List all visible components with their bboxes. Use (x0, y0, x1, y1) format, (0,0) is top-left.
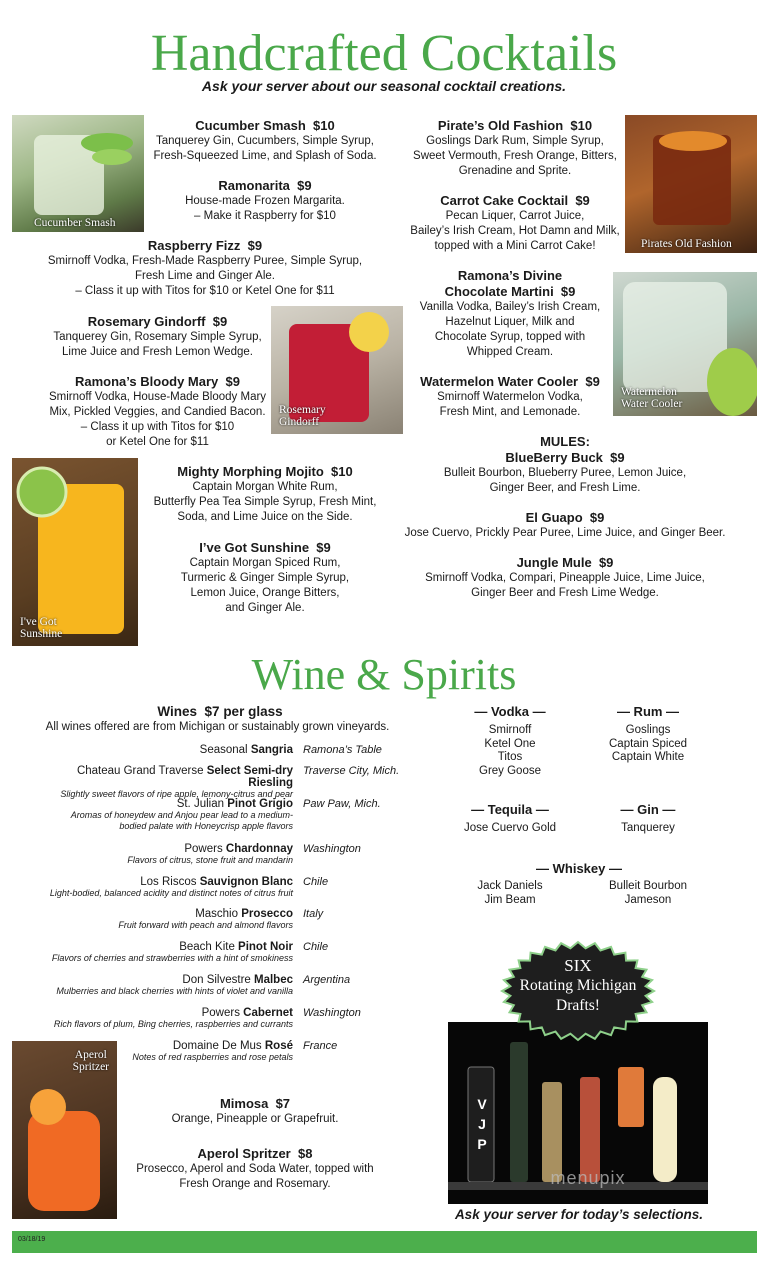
cocktail-desc: Grenadine and Sprite. (458, 165, 572, 177)
cocktail-raspberry-fizz (30, 238, 380, 299)
extra-desc: Prosecco, Aperol and Soda Water, topped with (136, 1163, 374, 1175)
mule-el-guapo (400, 510, 730, 541)
cocktail-name: Carrot Cake Cocktail (440, 193, 569, 208)
cocktail-desc: Fresh Lime and Ginger Ale. (135, 270, 275, 282)
cocktail-price: $9 (297, 178, 312, 193)
cocktail-desc: Goslings Dark Rum, Simple Syrup, (426, 135, 604, 147)
spirit-item: Bulleit Bourbon (609, 880, 687, 892)
spirit-item: Ketel One (484, 737, 536, 750)
draft-taps-photo (448, 1022, 708, 1204)
cocktail-name: Jungle Mule (516, 555, 592, 570)
cocktail-price: $9 (560, 284, 576, 299)
wine-producer: Chateau Grand Traverse (76, 765, 207, 777)
wine-producer: Don Silvestre (182, 974, 254, 986)
wine-row (40, 941, 400, 964)
cocktail-bloody-mary (30, 374, 285, 450)
cocktail-desc: Sweet Vermouth, Fresh Orange, Bitters, (413, 150, 617, 162)
wine-origin: Italy (303, 908, 324, 920)
cocktail-desc: topped with a Mini Carrot Cake! (434, 240, 596, 252)
cocktail-desc: Smirnoff Vodka, Fresh-Made Raspberry Puree, Simple Syrup, (47, 255, 363, 267)
cocktail-price: $10 (313, 118, 335, 133)
cocktail-name: I’ve Got Sunshine (199, 540, 310, 555)
wine-varietal: Chardonnay (225, 843, 293, 855)
cucumber-smash-caption: Cucumber Smash (34, 217, 116, 229)
whiskey-heading: — Whiskey — (536, 861, 622, 876)
wine-varietal: Sauvignon Blanc (199, 876, 293, 888)
cocktail-desc: Bailey’s Irish Cream, Hot Damn and Milk, (410, 225, 620, 237)
cocktails-subtitle: Ask your server about our seasonal cocktail creations. (201, 78, 567, 94)
cocktail-desc: Jose Cuervo, Prickly Pear Puree, Lime Juice, and Ginger Beer. (404, 527, 726, 539)
cocktail-name: Pirate’s Old Fashion (437, 118, 564, 133)
wines-price: $7 per glass (204, 704, 283, 719)
spirit-item: Titos (497, 751, 523, 763)
cocktail-name-line2: Chocolate Martini (444, 284, 554, 299)
pirates-old-fashion-caption: Pirates Old Fashion (641, 238, 732, 250)
cocktail-price: $9 (225, 374, 240, 389)
cocktail-desc: Whipped Cream. (466, 346, 554, 358)
wine-producer: Powers (201, 1007, 244, 1019)
wine-desc: Light-bodied, balanced acidity and distinct notes of citrus fruit (49, 888, 293, 898)
cocktail-desc: Chocolate Syrup, topped with (434, 331, 586, 343)
wine-spirits-title: Wine & Spirits (251, 650, 517, 699)
badge-line2: Rotating Michigan (519, 977, 637, 994)
footer-date: 03/18/19 (18, 1236, 46, 1243)
wine-varietal: Malbec (254, 974, 293, 986)
whiskey-list-1 (440, 880, 580, 907)
wine-origin: Washington (303, 1007, 361, 1019)
cocktail-desc: or Ketel One for $11 (106, 436, 209, 448)
rosemary-caption-line2: Gindorff (279, 416, 320, 428)
cocktail-price: $9 (585, 374, 600, 389)
cocktail-price: $9 (589, 510, 605, 525)
cocktail-desc: – Class it up with Titos for $10 or Ketel One for $11 (75, 285, 335, 297)
cocktail-price: $9 (610, 450, 625, 465)
tequila-heading: — Tequila — (471, 802, 549, 817)
cocktail-name: Mighty Morphing Mojito (177, 464, 324, 479)
cocktail-desc: Soda, and Lime Juice on the Side. (177, 511, 353, 523)
wine-origin: Washington (303, 843, 361, 855)
wines-heading-label: Wines (157, 704, 198, 719)
cocktail-desc: Hazelnut Liquer, Milk and (445, 316, 575, 328)
extra-aperol-spritzer (110, 1146, 400, 1192)
wines-heading (40, 704, 400, 719)
wine-desc: Rich flavors of plum, Bing cherries, raspberries and currants (53, 1019, 293, 1029)
cocktail-name: Cucumber Smash (195, 118, 306, 133)
cocktail-name: Watermelon Water Cooler (420, 374, 579, 389)
cocktail-desc: Smirnoff Watermelon Vodka, (437, 391, 583, 403)
footer-bar (12, 1231, 757, 1253)
cucumber-smash-photo (12, 115, 144, 232)
mules-heading: MULES: (540, 434, 590, 449)
wine-varietal: Rosé (264, 1040, 293, 1052)
cocktail-desc: Smirnoff Vodka, Compari, Pineapple Juice, Lime Juice, (425, 572, 705, 584)
wine-origin: Argentina (303, 974, 351, 986)
wine-producer: Seasonal (199, 744, 251, 756)
cocktail-desc: Vanilla Vodka, Bailey’s Irish Cream, (419, 301, 601, 313)
spirit-item: Jim Beam (484, 893, 536, 906)
cucumber-glass-icon (12, 115, 144, 232)
wine-desc: Flavors of citrus, stone fruit and mandarin (127, 855, 293, 865)
spirit-item: Captain Spiced (609, 737, 687, 750)
wine-desc: Aromas of honeydew and Anjou pear lead to a medium- (70, 810, 293, 820)
cocktail-name: Raspberry Fizz (147, 238, 241, 253)
watermelon-caption-line1: Watermelon (621, 386, 677, 398)
spirit-item: Grey Goose (479, 764, 541, 777)
wine-varietal: Select Semi-dry Riesling (206, 765, 293, 789)
old-fashion-glass-icon (625, 115, 757, 253)
badge-line3: Drafts! (556, 997, 600, 1014)
wines-note: All wines offered are from Michigan or sustainably grown vineyards. (45, 721, 390, 733)
cocktail-desc: Lime Juice and Fresh Lemon Wedge. (62, 346, 253, 358)
wine-producer: St. Julian (176, 798, 228, 810)
wine-desc: Slightly sweet flavors of ripe apple, lemony-citrus and pear (60, 789, 293, 799)
drafts-badge-text (500, 956, 656, 1016)
cocktail-mojito (130, 464, 400, 525)
cocktail-name: Ramonarita (218, 178, 290, 193)
wine-name (40, 843, 293, 855)
wine-row (40, 798, 400, 832)
wine-row (40, 1007, 400, 1030)
cocktail-price: $10 (570, 118, 593, 133)
wine-origin: Paw Paw, Mich. (303, 798, 381, 810)
spirit-item: Jameson (624, 893, 672, 906)
spirit-item: Tanquerey (621, 822, 675, 834)
extra-price: $8 (297, 1146, 313, 1161)
sunshine-caption-line1: I've Got (20, 616, 57, 628)
wine-name (40, 974, 293, 986)
cocktail-sunshine (130, 540, 400, 616)
wine-varietal: Prosecco (241, 908, 293, 920)
vodka-heading: — Vodka — (474, 704, 546, 719)
wine-origin: France (303, 1040, 338, 1052)
wine-producer: Beach Kite (179, 941, 239, 953)
wine-desc: Fruit forward with peach and almond flavors (118, 920, 293, 930)
watermelon-water-cooler-photo (613, 272, 757, 416)
cocktail-desc: Captain Morgan Spiced Rum, (189, 557, 341, 569)
wine-row (40, 765, 400, 800)
aperol-caption (73, 1049, 109, 1073)
cocktail-desc: Ginger Beer, and Fresh Lime. (489, 482, 641, 494)
extra-name: Aperol Spritzer (197, 1146, 291, 1161)
cocktail-desc: Bulleit Bourbon, Blueberry Puree, Lemon Juice, (443, 467, 687, 479)
wine-name (40, 744, 293, 756)
sunshine-caption (20, 616, 62, 640)
rum-list (578, 724, 718, 765)
wine-origin: Chile (303, 941, 329, 953)
cocktails-title: Handcrafted Cocktails (150, 25, 618, 82)
cocktail-desc: Fresh-Squeezed Lime, and Splash of Soda. (153, 150, 377, 162)
spirit-item: Jose Cuervo Gold (463, 822, 557, 834)
cocktail-desc: Ginger Beer and Fresh Lime Wedge. (471, 587, 659, 599)
wine-desc: Flavors of cherries and strawberries with a hint of smokiness (51, 953, 293, 963)
watermelon-caption (621, 386, 682, 410)
cocktail-desc: – Make it Raspberry for $10 (194, 210, 336, 222)
cocktail-price: $9 (316, 540, 331, 555)
wine-name (40, 941, 293, 953)
wine-varietal: Pinot Grigio (227, 798, 293, 810)
wine-varietal: Sangria (250, 744, 293, 756)
cocktail-desc: Fresh Mint, and Lemonade. (439, 406, 581, 418)
wine-name (40, 876, 293, 888)
gin-heading: — Gin — (620, 802, 676, 817)
cocktail-desc: Tanquerey Gin, Rosemary Simple Syrup, (53, 331, 262, 343)
cocktail-desc: Turmeric & Ginger Simple Syrup, (180, 572, 350, 584)
spirit-item: Jack Daniels (477, 880, 543, 892)
mule-jungle-mule (400, 555, 730, 601)
cocktail-cucumber-smash (140, 118, 390, 164)
extra-name: Mimosa (219, 1096, 269, 1111)
extra-desc: Orange, Pineapple or Grapefruit. (171, 1113, 339, 1125)
tequila-list (440, 822, 580, 836)
drafts-note: Ask your server for today’s selections. (454, 1207, 704, 1222)
watermark: menupix (550, 1168, 626, 1188)
badge-line1: SIX (564, 956, 592, 975)
spirit-item: Goslings (625, 724, 671, 736)
cocktail-desc: Butterfly Pea Tea Simple Syrup, Fresh Mint, (153, 496, 377, 508)
wine-origin: Traverse City, Mich. (303, 765, 400, 777)
wine-origin: Chile (303, 876, 329, 888)
cocktail-price: $9 (598, 555, 614, 570)
wine-desc: Notes of red raspberries and rose petals (132, 1052, 293, 1062)
rosemary-caption-line1: Rosemary (279, 404, 326, 416)
cocktail-name: Ramona’s Bloody Mary (75, 374, 219, 389)
wine-producer: Los Riscos (140, 876, 200, 888)
cocktail-name: BlueBerry Buck (505, 450, 603, 465)
wine-row (40, 908, 400, 931)
extra-price: $7 (275, 1096, 291, 1111)
whiskey-list-2 (578, 880, 718, 907)
wine-desc: Mulberries and black cherries with hints of violet and vanilla (56, 986, 293, 996)
wine-desc: bodied palate with Honeycrisp apple flavors (119, 821, 293, 831)
cocktail-desc: Mix, Pickled Veggies, and Candied Bacon. (49, 406, 266, 418)
cocktail-ramonarita (140, 178, 390, 224)
watermelon-caption-line2: Water Cooler (621, 398, 683, 410)
wine-row (40, 876, 400, 899)
wine-row (40, 843, 400, 866)
spirit-item: Captain White (611, 751, 685, 763)
wine-name (40, 1007, 293, 1019)
spirit-item: Smirnoff (488, 724, 532, 736)
cocktail-chocolate-martini (400, 268, 620, 360)
cocktail-price: $9 (247, 238, 263, 253)
rum-heading: — Rum — (616, 704, 680, 719)
aperol-caption-line2: Spritzer (72, 1061, 109, 1073)
cocktail-desc: Lemon Juice, Orange Bitters, (190, 587, 340, 599)
cocktail-price: $10 (331, 464, 353, 479)
wine-varietal: Cabernet (243, 1007, 293, 1019)
cocktail-watermelon-cooler (400, 374, 620, 420)
wine-row (40, 974, 400, 997)
wine-varietal: Pinot Noir (238, 941, 293, 953)
wine-producer: Domaine De Mus (172, 1040, 265, 1052)
tap-label: VJP (477, 1096, 487, 1152)
cocktail-rosemary-gindorff (30, 314, 285, 360)
aperol-spritzer-photo (12, 1041, 117, 1219)
gin-list (578, 822, 718, 836)
pirates-old-fashion-photo (625, 115, 757, 253)
rosemary-gindorff-photo (271, 306, 403, 434)
sunshine-photo (12, 458, 138, 646)
cocktail-desc: Captain Morgan White Rum, (192, 481, 338, 493)
cocktail-desc: Smirnoff Vodka, House-Made Bloody Mary (48, 391, 267, 403)
wine-name (40, 908, 293, 920)
cocktail-name: Rosemary Gindorff (87, 314, 206, 329)
rosemary-gindorff-caption (279, 404, 326, 428)
mules-section (400, 434, 730, 496)
wine-producer: Maschio (195, 908, 242, 920)
wine-producer: Powers (184, 843, 226, 855)
cocktail-desc: – Class it up with Titos for $10 (80, 421, 235, 433)
extra-mimosa (110, 1096, 400, 1127)
sunshine-caption-line2: Sunshine (20, 628, 63, 640)
cocktail-desc: and Ginger Ale. (225, 602, 305, 614)
wine-row (40, 744, 400, 756)
vodka-list (440, 724, 580, 778)
wine-origin: Ramona’s Table (303, 744, 382, 756)
cocktail-name: El Guapo (525, 510, 583, 525)
extra-desc: Fresh Orange and Rosemary. (179, 1178, 331, 1190)
cocktail-carrot-cake (400, 193, 630, 254)
wine-name (40, 798, 293, 810)
cocktail-desc: Pecan Liquer, Carrot Juice, (445, 210, 585, 222)
wine-name (40, 765, 293, 789)
aperol-caption-line1: Aperol (74, 1049, 107, 1061)
cocktail-name: Ramona’s Divine (457, 268, 563, 283)
cocktail-desc: Tanquerey Gin, Cucumbers, Simple Syrup, (156, 135, 374, 147)
cocktail-pirates-old-fashion (400, 118, 630, 179)
cocktail-price: $9 (575, 193, 590, 208)
cocktail-price: $9 (212, 314, 228, 329)
cocktail-desc: House-made Frozen Margarita. (185, 195, 345, 207)
